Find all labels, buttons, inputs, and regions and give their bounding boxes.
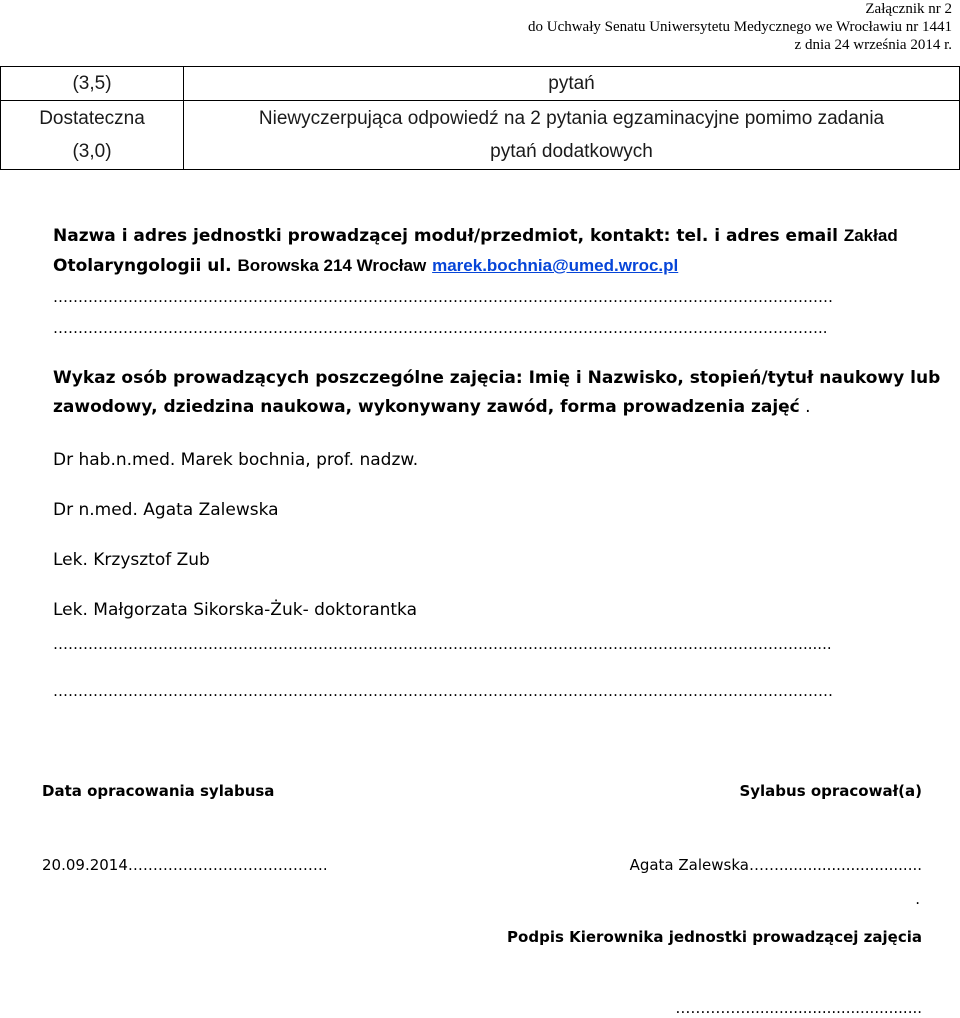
staff-label-line-2 <box>53 393 948 422</box>
staff-label-text: zawodowy, dziedzina naukowa, wykonywany zawód, forma prowadzenia zajęć <box>53 397 800 417</box>
unit-label: Nazwa i adres jednostki prowadzącej moduł/przedmiot, kontakt: tel. i adres email <box>53 226 838 246</box>
staff-person: Dr n.med. Agata Zalewska <box>53 500 279 520</box>
unit-section <box>53 221 948 281</box>
grading-table <box>0 66 960 170</box>
staff-person: Lek. Małgorzata Sikorska-Żuk- doktorantka <box>53 600 418 620</box>
unit-name-start: Zakład <box>843 226 898 245</box>
unit-name-end: Otolaryngologii ul. <box>53 256 232 276</box>
staff-section <box>53 364 948 422</box>
grade-description-cell: pytań <box>184 67 960 101</box>
unit-line-2 <box>53 251 948 281</box>
date-value: 20.09.2014…………………………………. <box>42 856 328 874</box>
staff-dots-1: ……………………………………………………………………………………………………………………………………...... <box>53 635 832 653</box>
resolution-reference: do Uchwały Senatu Uniwersytetu Medycznego we Wrocławiu nr 1441 <box>527 19 952 35</box>
attachment-number: Załącznik nr 2 <box>865 1 952 17</box>
author-value: Agata Zalewska…….............................. <box>629 856 922 874</box>
grade-cell <box>1 101 184 170</box>
unit-dots-1: ………………………………………………………………………………………………………………………………………… <box>53 288 833 306</box>
date-label: Data opracowania sylabusa <box>42 782 275 800</box>
staff-person: Dr hab.n.med. Marek bochnia, prof. nadzw. <box>53 450 419 470</box>
grade-description-line: Niewyczerpująca odpowiedź na 2 pytania egzaminacyjne pomimo zadania <box>258 108 885 129</box>
grade-name: Dostateczna <box>39 108 145 129</box>
grade-cell: (3,5) <box>1 67 184 101</box>
grade-description-cell <box>184 101 960 170</box>
staff-dots-2: ………………………………………………………………………………………………………………………………………… <box>53 682 833 700</box>
unit-line-1 <box>53 221 948 251</box>
grade-description-line: pytań dodatkowych <box>490 141 653 162</box>
table-row <box>1 101 960 170</box>
grade-value: (3,0) <box>72 141 112 162</box>
signature-line: …………….................................... <box>675 999 922 1017</box>
staff-label-line-1: Wykaz osób prowadzących poszczególne zajęcia: Imię i Nazwisko, stopień/tytuł naukowy lub <box>53 368 941 388</box>
unit-address: Borowska 214 Wrocław <box>237 256 427 275</box>
footer-period: . <box>915 890 920 908</box>
staff-person: Lek. Krzysztof Zub <box>53 550 210 570</box>
unit-email-link[interactable]: marek.bochnia@umed.wroc.pl <box>432 256 679 275</box>
author-label: Sylabus opracował(a) <box>739 782 922 800</box>
table-row <box>1 67 960 101</box>
resolution-date: z dnia 24 września 2014 r. <box>794 37 952 53</box>
staff-label-period: . <box>805 397 811 417</box>
unit-dots-2: ……………………………………………………………………………………………………………………………………….. <box>53 319 828 337</box>
attachment-header <box>528 0 952 54</box>
head-signature-label: Podpis Kierownika jednostki prowadzącej zajęcia <box>507 928 922 946</box>
